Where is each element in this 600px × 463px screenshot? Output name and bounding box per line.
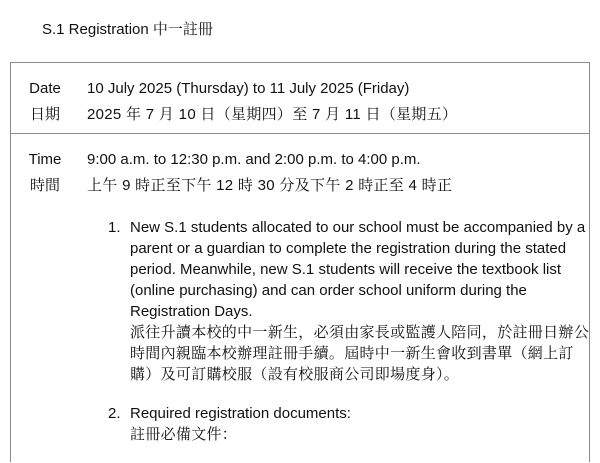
time-label-zh: 時間 bbox=[29, 177, 60, 194]
time-label-en: Time bbox=[28, 151, 62, 168]
date-value-en: 10 July 2025 (Thursday) to 11 July 2025 (Friday) bbox=[87, 80, 410, 97]
registration-notes bbox=[108, 217, 593, 463]
list-item bbox=[108, 217, 593, 385]
time-value-zh: 上午 9 時正至下午 12 時 30 分及下午 2 時正至 4 時正 bbox=[87, 177, 453, 194]
list-item-text-en: New S.1 students allocated to our school must be accompanied by a parent or a guardian to complete the registration during the stated period. Meanwhile, new S.1 students will receive the textbook list (online purchasing) and can order school uniform during the Registration Days. bbox=[130, 219, 586, 320]
list-item-text-zh: 註冊必備文件： bbox=[130, 426, 238, 443]
row-divider bbox=[10, 133, 590, 134]
list-item-text-zh: 派往升讀本校的中一新生，必須由家長或監護人陪同，於註冊日辦公時間內親臨本校辦理註冊手續。屆時中一新生會收到書單（網上訂購）及可訂購校服（設有校服商公司即場度身）。 bbox=[130, 324, 590, 383]
list-item bbox=[108, 403, 593, 445]
date-value-zh: 2025 年 7 月 10 日（星期四）至 7 月 11 日（星期五） bbox=[87, 106, 458, 123]
list-item-text-en: Required registration documents: bbox=[130, 405, 351, 422]
time-value-en: 9:00 a.m. to 12:30 p.m. and 2:00 p.m. to 4:00 p.m. bbox=[87, 151, 421, 168]
list-item-number: 2. bbox=[108, 405, 121, 422]
list-item-number: 1. bbox=[108, 219, 121, 236]
date-label-zh: 日期 bbox=[29, 106, 60, 123]
page-title: S.1 Registration 中一註冊 bbox=[42, 21, 213, 38]
date-label-en: Date bbox=[29, 80, 61, 97]
